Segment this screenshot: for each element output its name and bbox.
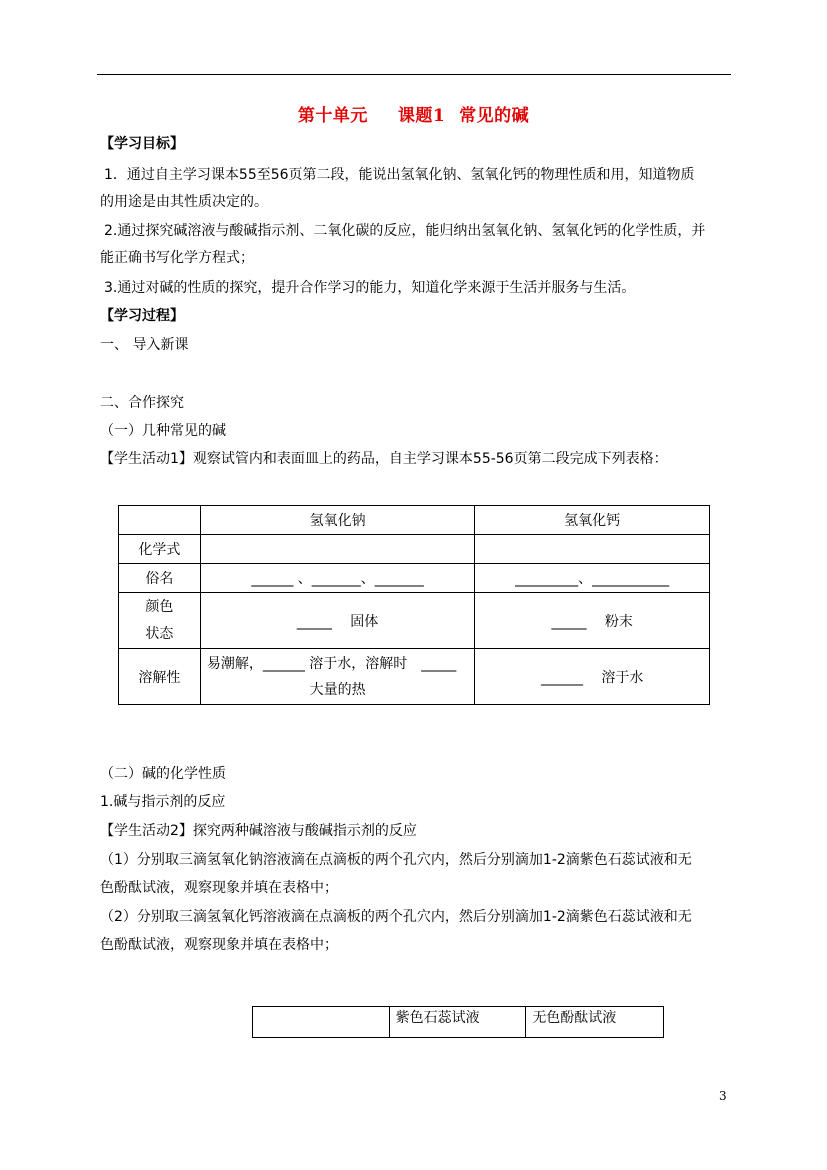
row-label-appearance (119, 593, 201, 649)
activity-1: 【学生活动1】观察试管内和表面皿上的药品，自主学习课本55-56页第二段完成下列表格： (100, 451, 668, 467)
subsection-common-bases: （一）几种常见的碱 (100, 423, 226, 439)
row-label-solubility: 溶解性 (119, 649, 201, 705)
table-row (119, 564, 710, 593)
table-cell-blank[interactable]: _____ 粉末 (475, 593, 710, 649)
activity-2: 【学生活动2】探究两种碱溶液与酸碱指示剂的反应 (100, 823, 417, 839)
title-unit: 第十单元 (297, 106, 368, 126)
goal-line: 1．通过自主学习课本55至56页第二段，能说出氢氧化钠、氢氧化钙的物理性质和用，知道物质 (104, 167, 695, 183)
solubility-naoh-line1: 易潮解，______ 溶于水，溶解时 _____ (206, 655, 457, 672)
row-label-formula: 化学式 (119, 535, 201, 564)
table-header-caoh: 氢氧化钙 (475, 506, 710, 535)
table-header-phenolphthalein: 无色酚酞试液 (526, 1007, 664, 1038)
section-process-heading: 【学习过程】 (100, 308, 184, 324)
table-cell-blank[interactable]: ______ 、_______、_______ (200, 564, 475, 593)
goal-line: 能正确书写化学方程式； (100, 250, 254, 266)
page-number: 3 (719, 1089, 727, 1103)
step-explore: 二、合作探究 (100, 395, 184, 411)
table-header-row (119, 506, 710, 535)
goal-line: 的用途是由其性质决定的。 (100, 194, 268, 210)
step-line: （2）分别取三滴氢氧化钙溶液滴在点滴板的两个孔穴内，然后分别滴加1-2滴紫色石蕊试液和无 (100, 909, 692, 925)
indicator-table (252, 1006, 664, 1038)
row-label-color: 颜色 (145, 598, 174, 615)
point-indicator-reaction: 1.碱与指示剂的反应 (100, 794, 226, 810)
table-row (119, 649, 710, 705)
table-header-row (253, 1007, 664, 1038)
subsection-chemical-properties: （二）碱的化学性质 (100, 766, 226, 782)
header-rule (97, 74, 731, 75)
table-header-naoh: 氢氧化钠 (200, 506, 475, 535)
table-cell-blank[interactable] (200, 535, 475, 564)
table-cell-blank[interactable]: _________、___________ (475, 564, 710, 593)
title-lesson: 课题1 (397, 106, 446, 126)
row-label-common-name: 俗名 (119, 564, 201, 593)
step-line: 色酚酞试液，观察现象并填在表格中； (100, 937, 338, 953)
step-intro: 一、 导入新课 (100, 337, 189, 353)
goal-line: 2.通过探究碱溶液与酸碱指示剂、二氧化碳的反应，能归纳出氢氧化钠、氢氧化钙的化学性质，并 (104, 223, 706, 239)
page-title (0, 101, 827, 126)
goal-line: 3.通过对碱的性质的探究，提升合作学习的能力，知道化学来源于生活并服务与生活。 (104, 280, 636, 296)
bases-table (118, 505, 710, 705)
section-goals-heading: 【学习目标】 (100, 136, 184, 152)
table-cell-blank[interactable]: _____ 固体 (200, 593, 475, 649)
table-cell-blank[interactable] (475, 535, 710, 564)
row-label-state: 状态 (145, 625, 174, 642)
table-header-litmus: 紫色石蕊试液 (389, 1007, 526, 1038)
step-line: 色酚酞试液，观察现象并填在表格中； (100, 880, 338, 896)
table-row (119, 535, 710, 564)
table-cell (119, 506, 201, 535)
table-cell (253, 1007, 390, 1038)
solubility-naoh-line2: 大量的热 (309, 681, 366, 698)
table-cell-blank[interactable]: ______ 溶于水 (475, 649, 710, 705)
title-topic: 常见的碱 (459, 106, 530, 126)
table-cell-blank[interactable] (200, 649, 475, 705)
table-row (119, 593, 710, 649)
step-line: （1）分别取三滴氢氧化钠溶液滴在点滴板的两个孔穴内，然后分别滴加1-2滴紫色石蕊试液和无 (100, 852, 692, 868)
